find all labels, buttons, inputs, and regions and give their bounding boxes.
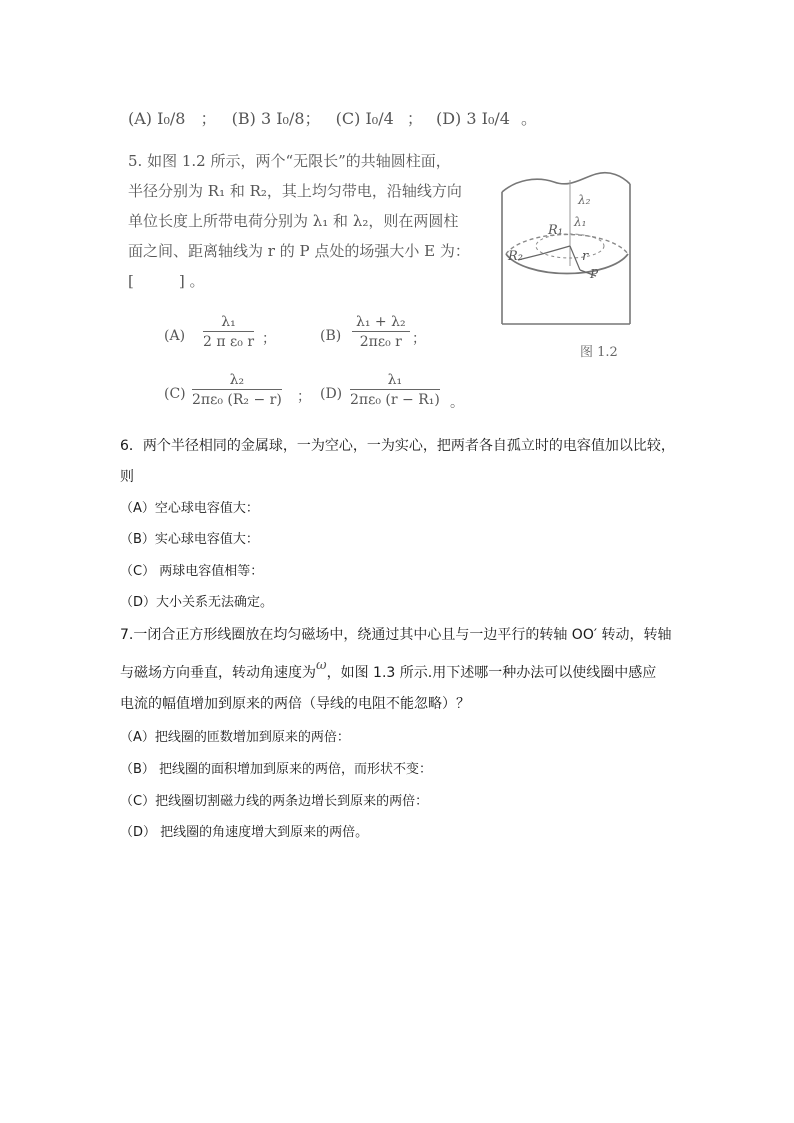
outer-ellipse-front [506,254,628,274]
q6-option-c: （C） 两球电容值相等： [120,564,264,579]
q6-option-b: （B）实心球电容值大： [120,532,259,547]
q7-line-2-start: 与磁场方向垂直，转动角速度为 [120,665,316,681]
q5-opt-d-fraction [350,372,440,408]
q7-line-2-end: ，如图 1.3 所示.用下述哪一种办法可以使线圈中感应 [326,665,657,681]
q6-option-d: （D）大小关系无法确定。 [120,595,274,610]
q5-opt-d-denominator: 2πε₀ (r − R₁) [350,392,440,408]
figure-label-lambda2: λ₂ [578,193,591,207]
figure-label-r: r [582,249,589,264]
q5-opt-c-tail: ； [297,389,311,405]
q5-line-4: 面之间、距离轴线为 r 的 P 点处的场强大小 E 为： [128,242,470,260]
figure-label-r1: R₁ [548,223,563,238]
q4-option-b: (B) 3 I₀/8； [231,109,321,128]
q4-option-c: (C) I₀/4 [335,109,394,128]
q7-option-d: （D） 把线圈的角速度增大到原来的两倍。 [120,825,369,840]
q5-opt-c-label: (C) [164,386,186,402]
q7-line-1: 7.一闭合正方形线圈放在均匀磁场中，绕通过其中心且与一边平行的转轴 OO′ 转动，转轴 [120,627,672,643]
q6-line-2: 则 [120,469,134,485]
q5-opt-b-denominator: 2πε₀ r [359,334,402,350]
q4-option-d: (D) 3 I₀/4 [435,109,510,128]
q5-figure-cylinder [496,170,638,366]
q5-stem [128,146,470,296]
figure-label-r2: R₂ [508,249,523,264]
q4-end: 。 [521,109,538,128]
q5-opt-d-tail: 。 [450,395,464,411]
q6-line-1: 6．两个半径相同的金属球，一为空心，一为实心，把两者各自孤立时的电容值加以比较， [120,438,675,454]
q5-line-1: 5. 如图 1.2 所示，两个“无限长”的共轴圆柱面， [128,152,451,170]
q5-opt-a-numerator: λ₁ [203,314,254,332]
outer-ellipse-back [506,234,628,254]
q4-option-a: (A) I₀/8 [128,109,186,128]
q7-option-a: （A）把线圈的匝数增加到原来的两倍： [120,730,350,745]
q5-opt-b-numerator: λ₁ + λ₂ [352,314,410,332]
q4-sep-1: ； [200,109,217,128]
q5-opt-c-numerator: λ₂ [192,372,282,390]
q7-line-3: 电流的幅值增加到原来的两倍（导线的电阻不能忽略）？ [120,696,470,712]
q6-option-a: （A）空心球电容值大： [120,501,259,516]
q5-opt-c-denominator: 2πε₀ (R₂ − r) [192,392,282,408]
q4-sep-2: ； [406,109,423,128]
q7-option-c: （C）把线圈切割磁力线的两条边增长到原来的两倍： [120,794,429,809]
figure-caption: 图 1.2 [580,345,618,360]
radius-r1 [542,246,570,254]
q5-line-2: 半径分别为 R₁ 和 R₂，其上均匀带电，沿轴线方向 [128,182,462,200]
q5-opt-a-tail: ； [262,331,276,347]
figure-label-lambda1: λ₁ [574,215,587,229]
q4-options [128,106,537,129]
q5-opt-a-denominator: 2 π ε₀ r [203,334,255,350]
q5-opt-c-fraction [192,372,282,408]
q5-opt-b-fraction [352,314,410,350]
q5-opt-b-label: (B) [320,328,342,344]
q7-omega: ω [316,658,327,673]
q5-opt-d-numerator: λ₁ [350,372,440,390]
q5-opt-b-tail: ； [412,331,426,347]
q5-opt-d-label: (D) [320,386,343,402]
q5-line-5: [ ] 。 [128,272,205,290]
figure-label-p: P [590,267,599,281]
q7-option-b: （B） 把线圈的面积增加到原来的两倍，而形状不变： [120,762,433,777]
q7-line-2 [120,658,657,683]
q5-line-3: 单位长度上所带电荷分别为 λ₁ 和 λ₂，则在两圆柱 [128,212,459,230]
q5-opt-a-label: (A) [164,328,186,344]
q5-opt-a-fraction [203,314,254,350]
cylinder-top-edge [502,173,630,192]
